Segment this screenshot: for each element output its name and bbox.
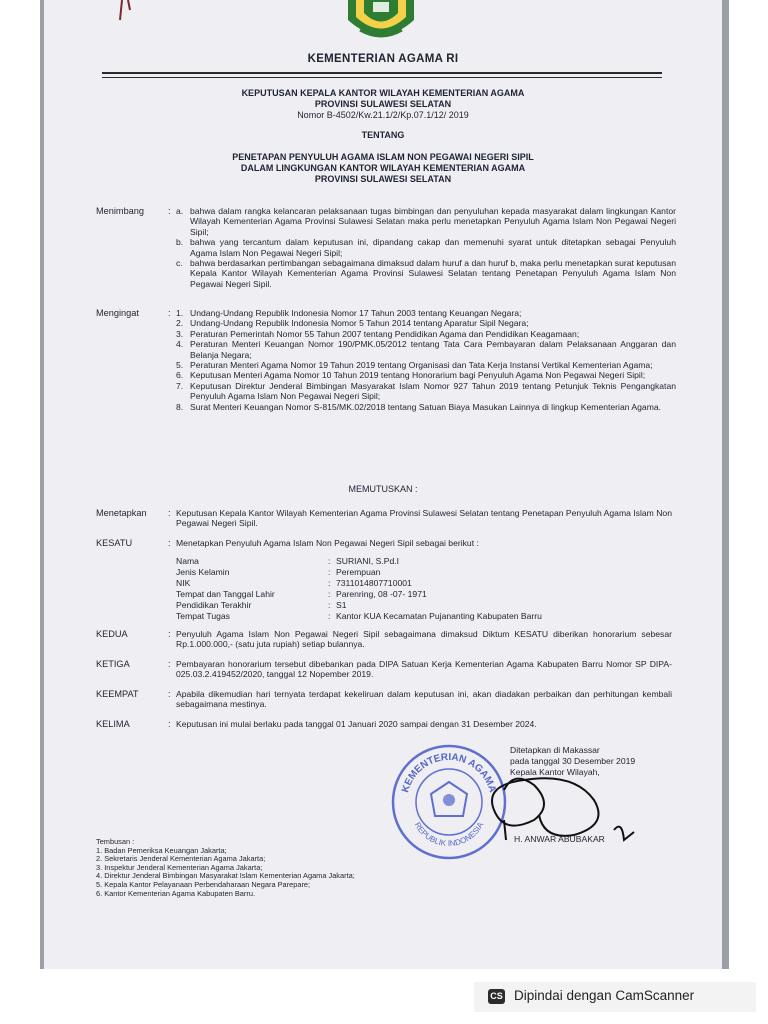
ketiga-text: Pembayaran honorarium tersebut dibebankan pada DIPA Satuan Kerja Kementerian Agama Kabupaten Barru Nomor SP DIPA-025.03.2.419452/2020, tanggal 12 Nopember 2019. [176, 659, 672, 680]
ketiga-label: KETIGA [96, 659, 130, 669]
stamp-top-text: KEMENTERIAN AGAMA [400, 751, 498, 794]
camscanner-badge [474, 982, 756, 1012]
mengingat-list [176, 308, 676, 412]
subject-line1: PENETAPAN PENYULUH AGAMA ISLAM NON PEGAWAI NEGERI SIPIL [232, 152, 534, 162]
list-item: 3. Inspektur Jenderal Kementerian Agama Jakarta; [96, 862, 263, 872]
list-item: b. bahwa yang tercantum dalam keputusan ini, dipandang cakap dan memenuhi syarat untuk ditetapkan sebagai Penyuluh Agama Islam Non Pegawai Negeri Sipil; [176, 237, 676, 258]
signature-date: pada tanggal 30 Desember 2019 [510, 756, 636, 766]
scan-frame [40, 0, 729, 969]
decree-number: Nomor B-4502/Kw.21.1/2/Kp.07.1/12/ 2019 [297, 110, 469, 120]
identity-row: Nama : SURIANI, S.Pd.I [176, 556, 400, 566]
kedua-label: KEDUA [96, 629, 128, 639]
list-item: 2. Sekretaris Jenderal Kementerian Agama Jakarta; [96, 854, 266, 864]
decree-title-line1: KEPUTUSAN KEPALA KANTOR WILAYAH KEMENTERIAN AGAMA [241, 88, 525, 98]
kelima-label: KELIMA [96, 719, 130, 729]
list-item: 7. Keputusan Direktur Jenderal Bimbingan Masyarakat Islam Nomor 927 Tahun 2019 tentang Petunjuk Teknis Pengangkatan Penyuluh Agama Islam Non Pegawai Negeri Sipil; [176, 380, 676, 402]
list-item: 6. Keputusan Menteri Agama Nomor 10 Tahun 2019 tentang Honorarium bagi Penyuluh Agama Non Pegawai Negeri Sipil; [176, 370, 646, 381]
ministry-emblem-icon [340, 0, 422, 44]
menimbang-list [176, 206, 676, 289]
list-item: 3. Peraturan Pemerintah Nomor 55 Tahun 2007 tentang Pendidikan Agama dan Pendidikan Keagamaan; [176, 328, 580, 339]
mengingat-label: Mengingat [96, 308, 139, 318]
document-page: KEMENTERIAN AGAMA RI KEPUTUSAN KEPALA KANTOR WILAYAH KEMENTERIAN AGAMA PROVINSI SULAWESI SELATAN Nomor B-4502/Kw.21.1/2/Kp.07.1/12/ 2019 TENTANG PENETAPAN PENYULUH AGAMA ISLAM NON PEGAWAI NEGERI SIPIL DALAM LINGKUNGAN KANTOR WILAYAH KEMENTERIAN AGAMA PROVINSI SULAWESI SELATAN Menimbang : a. bahwa dalam rangka kelancaran pelaksanaan tugas bimbingan dan penyuluhan kepada masyarakat dalam lingkungan Kantor Wilayah Kementerian Agama Provinsi Sulawesi Selatan maka perlu menetapkan Penyuluh Agama Islam Non Pegawai Negeri Sipil; b. bahwa yang tercantum dalam keputusan ini, dipandang cakap dan memenuhi syarat untuk ditetapkan sebagai Penyuluh Agama Islam Non Pegawai Negeri Sipil; c. bahwa berdasarkan pertimbangan sebagaimana dimaksud dalam huruf a dan huruf b, maka perlu menetapkan surat keputusan Kepala Kantor Wilayah Kementerian Agama Provinsi Sulawesi Selatan tentang Penetapan Penyuluh Agama Islam Non Pegawai Negeri Sipil. Mengingat : 1. Undang-Undang Republik Indonesia Nomor 17 Tahun 2003 tentang Keuangan Negara; 2. Undang-Undang Republik Indonesia Nomor 5 Tahun 2014 tentang Aparatur Sipil Negara; 3. Peraturan Pemerintah Nomor 55 Tahun 2007 tentang Pendidikan Agama dan Pendidikan Keagamaan; 4. Peraturan Menteri Keuangan Nomor 190/PMK.05/2012 tentang Tata Cara Pembayaran dalam Pelaksanaan Anggaran dan Belanja Negara; 5. Peraturan Menteri Agama Nomor 19 Tahun 2019 tentang Organisasi dan Tata Kerja Instansi Vertikal Kementerian Agama; 6. Keputusan Menteri Agama Nomor 10 Tahun 2019 tentang Honorarium bagi Penyuluh Agama Non Pegawai Negeri Sipil; 7. Keputusan Direktur Jenderal Bimbingan Masyarakat Islam Nomor 927 Tahun 2019 tentang Petunjuk Teknis Pengangkatan Penyuluh Agama Islam Non Pegawai Negeri Sipil; 8. Surat Menteri Keuangan Nomor S-815/MK.02/2018 tentang Satuan Biaya Masukan Lainnya di lingkup Kementerian Agama. MEMUTUSKAN : Menetapkan : Keputusan Kepala Kantor Wilayah Kementerian Agama Provinsi Sulawesi Selatan tentang Penetapan Penyuluh Agama Islam Non Pegawai Negeri Sipil. KESATU : Menetapkan Penyuluh Agama Islam Non Pegawai Negeri Sipil sebagai berikut : Nama : SURIANI, S.Pd.I Jenis Kelamin : Perempuan NIK : 7311014807710001 Tempat dan Tanggal Lahir : Parenring, 08 -07- 1971 Pendidikan Terakhir : S1 Tempat Tugas : Kantor KUA Kecamatan Pujananting Kabupaten Barru KEDUA : Penyuluh Agama Islam Non Pegawai Negeri Sipil sebagaimana dimaksud Diktum KESATU diberikan honorarium sebesar Rp.1.000.000,- (satu juta rupiah) setiap bulannya. KETIGA : Pembayaran honorarium tersebut dibebankan pada DIPA Satuan Kerja Kementerian Agama Kabupaten Barru Nomor SP DIPA-025.03.2.419452/2020, tanggal 12 Nopember 2019. KEEMPAT : Apabila dikemudian hari ternyata terdapat kekeliruan dalam keputusan ini, akan diadakan perbaikan dan perhitungan kembali sebagaimana mestinya. KELIMA : Keputusan ini mulai berlaku pada tanggal 01 Januari 2020 sampai dengan 31 Desember 2024. KEMENTERIAN AGAMA REPUBLIK INDONESIA Ditetapkan di Makassar pada tanggal 30 Desember 2019 Kepala Kantor Wilayah, H. ANWAR ABUBAKAR Tembusan : 1. Badan Pemeriksa Keuangan Jakarta; 2. Sekretaris Jenderal Kementerian Agama Jakarta; 3. Inspektur Jenderal Kementerian Agama Jakarta; 4. Direktur Jenderal Bimbingan Masyarakat Islam Kementerian Agama Jakarta; 5. Kepala Kantor Pelayanaan Perbendaharaan Negara Parepare; 6. Kantor Kementerian Agama Kabupaten Barru. [44, 0, 722, 969]
list-item: a. bahwa dalam rangka kelancaran pelaksanaan tugas bimbingan dan penyuluhan kepada masyarakat dalam lingkungan Kantor Wilayah Kementerian Agama Provinsi Sulawesi Selatan maka perlu menetapkan Penyuluh Agama Islam Non Pegawai Negeri Sipil; [176, 206, 676, 237]
kesatu-label: KESATU [96, 538, 133, 548]
subject-line2: DALAM LINGKUNGAN KANTOR WILAYAH KEMENTERIAN AGAMA [240, 163, 526, 173]
signature-place: Ditetapkan di Makassar [510, 745, 600, 755]
list-item: 8. Surat Menteri Keuangan Nomor S-815/MK.02/2018 tentang Satuan Biaya Masukan Lainnya di lingkup Kementerian Agama. [176, 401, 662, 412]
tembusan-block [96, 838, 355, 898]
header-rule-thin [102, 77, 662, 78]
list-item: 6. Kantor Kementerian Agama Kabupaten Barru. [96, 888, 255, 898]
identity-row: Tempat Tugas : Kantor KUA Kecamatan Pujananting Kabupaten Barru [176, 611, 542, 621]
list-item: 1. Badan Pemeriksa Keuangan Jakarta; [96, 845, 227, 855]
camscanner-logo-icon: CS [488, 989, 505, 1004]
identity-row: Tempat dan Tanggal Lahir : Parenring, 08 -07- 1971 [176, 589, 427, 599]
menetapkan-text: Keputusan Kepala Kantor Wilayah Kementerian Agama Provinsi Sulawesi Selatan tentang Penetapan Penyuluh Agama Islam Non Pegawai Negeri Sipil. [176, 508, 672, 529]
signature-position: Kepala Kantor Wilayah, [510, 767, 600, 777]
menetapkan-label: Menetapkan [96, 508, 147, 518]
list-item: 2. Undang-Undang Republik Indonesia Nomor 5 Tahun 2014 tentang Aparatur Sipil Negara; [176, 318, 529, 329]
signatory-name: H. ANWAR ABUBAKAR [514, 834, 605, 844]
stamp-bottom-text: REPUBLIK INDONESIA [412, 820, 486, 849]
header-rule-thick [102, 72, 662, 74]
list-item: 1. Undang-Undang Republik Indonesia Nomor 17 Tahun 2003 tentang Keuangan Negara; [176, 308, 522, 318]
list-item: 4. Direktur Jenderal Bimbingan Masyarakat Islam Kementerian Agama Jakarta; [96, 871, 355, 881]
decree-title-line2: PROVINSI SULAWESI SELATAN [314, 99, 452, 109]
kesatu-text: Menetapkan Penyuluh Agama Islam Non Pegawai Negeri Sipil sebagai berikut : [176, 538, 479, 548]
keempat-label: KEEMPAT [96, 689, 139, 699]
subject-line3: PROVINSI SULAWESI SELATAN [314, 174, 452, 184]
kelima-text: Keputusan ini mulai berlaku pada tanggal 01 Januari 2020 sampai dengan 31 Desember 2024. [176, 719, 537, 729]
menimbang-label: Menimbang [96, 206, 145, 216]
identity-row: NIK : 7311014807710001 [176, 578, 412, 588]
list-item: 5. Kepala Kantor Pelayanaan Perbendaharaan Negara Parepare; [96, 879, 311, 889]
list-item: c. bahwa berdasarkan pertimbangan sebagaimana dimaksud dalam huruf a dan huruf b, maka perlu menetapkan surat keputusan Kepala Kantor Wilayah Kementerian Agama Provinsi Sulawesi Selatan tentang Penetapan Penyuluh Agama Islam Non Pegawai Negeri Sipil. [176, 258, 676, 289]
list-item: 5. Peraturan Menteri Agama Nomor 19 Tahun 2019 tentang Organisasi dan Tata Kerja Instansi Vertikal Kementerian Agama; [176, 360, 653, 371]
camscanner-label: Dipindai dengan CamScanner [514, 988, 695, 1003]
ministry-name: KEMENTERIAN AGAMA RI [307, 53, 459, 65]
list-item: 4. Peraturan Menteri Keuangan Nomor 190/PMK.05/2012 tentang Tata Cara Pembayaran dalam Pelaksanaan Anggaran dan Belanja Negara; [176, 339, 676, 360]
identity-row: Jenis Kelamin : Perempuan [176, 567, 381, 577]
memutuskan-heading: MEMUTUSKAN : [348, 484, 418, 494]
tembusan-label: Tembusan : [96, 837, 135, 846]
kedua-text: Penyuluh Agama Islam Non Pegawai Negeri Sipil sebagaimana dimaksud Diktum KESATU diberikan honorarium sebesar Rp.1.000.000,- (satu juta rupiah) setiap bulannya. [176, 629, 672, 650]
keempat-text: Apabila dikemudian hari ternyata terdapat kekeliruan dalam keputusan ini, akan diadakan perbaikan dan perhitungan kembali sebagaimana mestinya. [176, 689, 672, 710]
pen-mark-icon [114, 0, 144, 26]
tentang-heading: TENTANG [361, 130, 405, 140]
identity-row: Pendidikan Terakhir : S1 [176, 600, 347, 610]
